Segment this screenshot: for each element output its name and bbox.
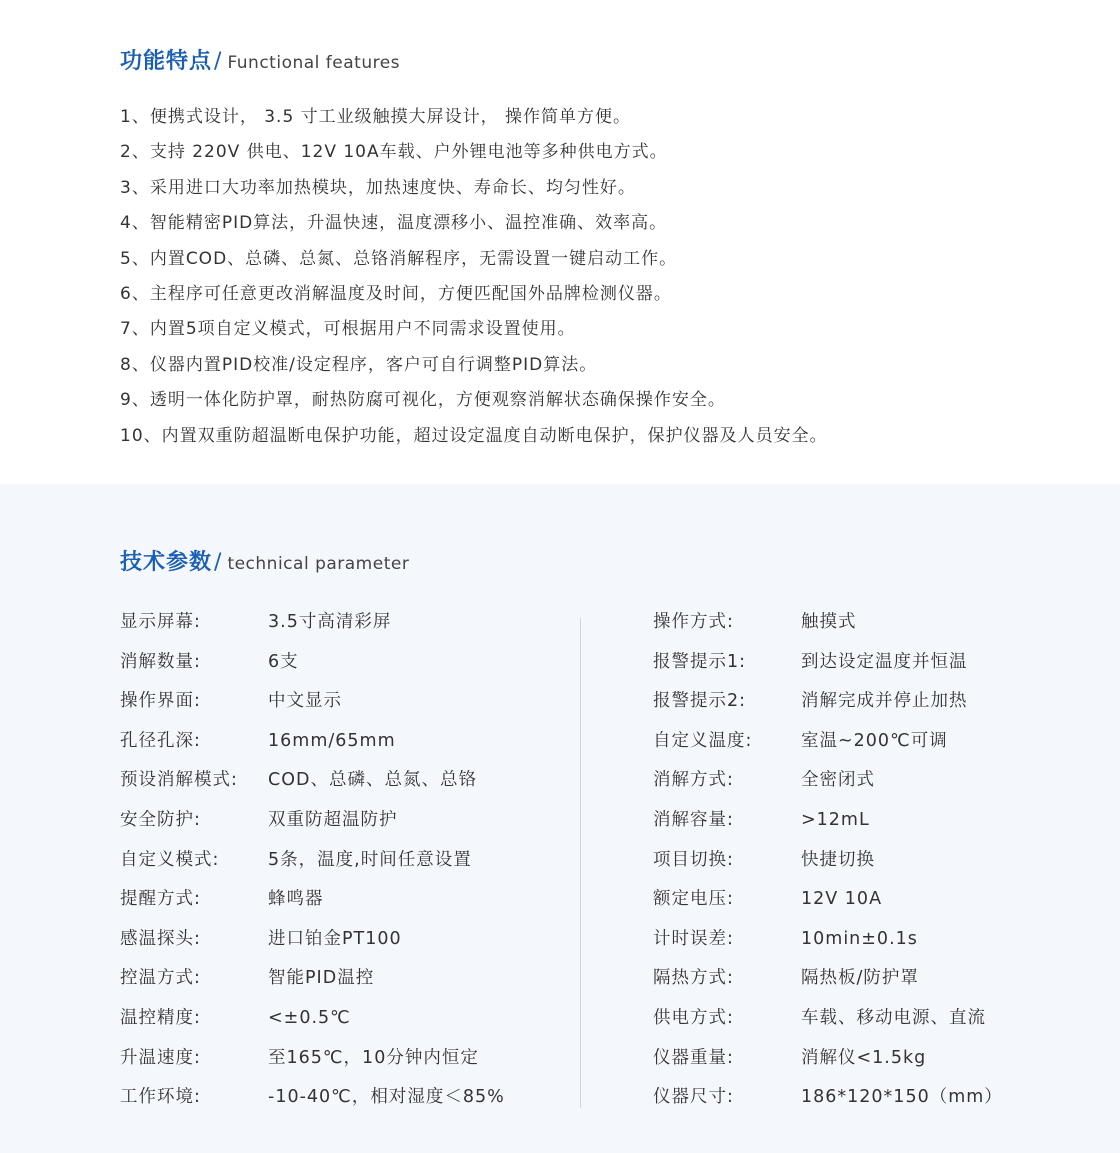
param-value: 至165℃，10分钟内恒定 xyxy=(268,1047,479,1068)
param-label: 计时误差: xyxy=(653,928,734,949)
param-value: -10-40℃，相对湿度＜85% xyxy=(268,1087,505,1108)
feature-item: 1、便携式设计， 3.5 寸工业级触摸大屏设计， 操作简单方便。 xyxy=(120,107,632,127)
param-value: 3.5寸高清彩屏 xyxy=(268,612,392,632)
param-value: 进口铂金PT100 xyxy=(268,928,402,949)
param-row xyxy=(653,801,1003,841)
param-row xyxy=(120,761,505,801)
param-label: 项目切换: xyxy=(653,849,734,870)
param-value: 蜂鸣器 xyxy=(268,889,324,910)
params-title-slash: / xyxy=(214,550,222,575)
params-left-column xyxy=(120,603,505,1118)
param-value: 快捷切换 xyxy=(801,849,875,870)
param-value: 触摸式 xyxy=(801,612,857,632)
param-value: <±0.5℃ xyxy=(268,1007,351,1028)
param-row xyxy=(653,999,1003,1039)
param-row xyxy=(653,603,1003,643)
features-list xyxy=(120,100,828,454)
features-heading xyxy=(120,44,400,75)
param-row xyxy=(120,682,505,722)
param-label: 操作方式: xyxy=(653,612,734,632)
feature-item: 6、主程序可任意更改消解温度及时间，方便匹配国外品牌检测仪器。 xyxy=(120,283,672,304)
param-row xyxy=(653,1078,1003,1118)
param-value: 消解仪<1.5kg xyxy=(801,1047,927,1068)
param-value: 16mm/65mm xyxy=(268,730,396,751)
param-value: 到达设定温度并恒温 xyxy=(801,651,968,672)
param-label: 提醒方式: xyxy=(120,889,201,910)
param-row xyxy=(120,880,505,920)
param-row xyxy=(120,603,505,643)
param-row xyxy=(120,722,505,762)
param-value: 全密闭式 xyxy=(801,770,875,791)
feature-item: 2、支持 220V 供电、12V 10A车载、户外锂电池等多种供电方式。 xyxy=(120,142,668,163)
params-title-zh: 技术参数 xyxy=(120,550,213,575)
param-value: 12V 10A xyxy=(801,889,883,910)
feature-item: 7、内置5项自定义模式，可根据用户不同需求设置使用。 xyxy=(120,319,576,340)
param-row xyxy=(120,959,505,999)
param-row xyxy=(120,920,505,960)
param-row xyxy=(653,841,1003,881)
param-value: COD、总磷、总氮、总铬 xyxy=(268,770,477,791)
feature-item: 9、透明一体化防护罩，耐热防腐可视化，方便观察消解状态确保操作安全。 xyxy=(120,390,726,411)
param-label: 显示屏幕: xyxy=(120,612,201,632)
params-heading xyxy=(120,545,409,576)
param-label: 仪器尺寸: xyxy=(653,1087,734,1108)
param-row xyxy=(120,841,505,881)
param-label: 孔径孔深: xyxy=(120,730,201,751)
param-label: 温控精度: xyxy=(120,1007,201,1028)
params-section xyxy=(0,484,1120,1153)
param-value: >12mL xyxy=(801,809,870,830)
param-value: 室温~200℃可调 xyxy=(801,730,948,751)
param-value: 186*120*150（mm） xyxy=(801,1087,1003,1108)
param-value: 消解完成并停止加热 xyxy=(801,691,968,712)
param-label: 操作界面: xyxy=(120,691,201,712)
features-section xyxy=(0,0,1120,484)
param-row xyxy=(120,643,505,683)
param-value: 车载、移动电源、直流 xyxy=(801,1007,986,1028)
feature-item: 3、采用进口大功率加热模块，加热速度快、寿命长、均匀性好。 xyxy=(120,177,636,198)
param-label: 仪器重量: xyxy=(653,1047,734,1068)
param-row xyxy=(653,880,1003,920)
param-value: 5条，温度,时间任意设置 xyxy=(268,849,472,870)
param-row xyxy=(120,1078,505,1118)
param-label: 感温探头: xyxy=(120,928,201,949)
param-row xyxy=(120,1039,505,1079)
param-row xyxy=(120,999,505,1039)
param-label: 升温速度: xyxy=(120,1047,201,1068)
param-row xyxy=(653,643,1003,683)
param-label: 预设消解模式: xyxy=(120,770,238,791)
features-title-en: Functional features xyxy=(227,53,401,73)
param-label: 控温方式: xyxy=(120,968,201,989)
feature-item: 5、内置COD、总磷、总氮、总铬消解程序，无需设置一键启动工作。 xyxy=(120,248,678,269)
param-label: 消解方式: xyxy=(653,770,734,791)
param-label: 报警提示1: xyxy=(653,651,747,672)
param-value: 双重防超温防护 xyxy=(268,809,398,830)
param-row xyxy=(653,761,1003,801)
param-label: 额定电压: xyxy=(653,889,734,910)
param-row xyxy=(653,1039,1003,1079)
param-row xyxy=(653,682,1003,722)
param-row xyxy=(653,920,1003,960)
param-value: 6支 xyxy=(268,651,299,672)
param-value: 智能PID温控 xyxy=(268,968,375,989)
param-label: 安全防护: xyxy=(120,809,201,830)
param-label: 消解容量: xyxy=(653,809,734,830)
param-value: 中文显示 xyxy=(268,691,342,712)
feature-item: 8、仪器内置PID校准/设定程序，客户可自行调整PID算法。 xyxy=(120,354,598,375)
param-value: 10min±0.1s xyxy=(801,928,918,949)
params-right-column xyxy=(653,603,1003,1118)
param-label: 报警提示2: xyxy=(653,691,747,712)
param-value: 隔热板/防护罩 xyxy=(801,968,919,989)
param-label: 工作环境: xyxy=(120,1087,201,1108)
params-title-en: technical parameter xyxy=(227,554,410,574)
feature-item: 4、智能精密PID算法，升温快速，温度漂移小、温控准确、效率高。 xyxy=(120,213,668,234)
column-divider xyxy=(580,618,581,1108)
param-row xyxy=(653,722,1003,762)
param-label: 自定义温度: xyxy=(653,730,753,751)
features-title-slash: / xyxy=(214,49,222,74)
param-label: 隔热方式: xyxy=(653,968,734,989)
param-row xyxy=(653,959,1003,999)
param-row xyxy=(120,801,505,841)
param-label: 供电方式: xyxy=(653,1007,734,1028)
features-title-zh: 功能特点 xyxy=(120,49,213,74)
param-label: 自定义模式: xyxy=(120,849,220,870)
feature-item: 10、内置双重防超温断电保护功能，超过设定温度自动断电保护，保护仪器及人员安全。 xyxy=(120,425,828,446)
param-label: 消解数量: xyxy=(120,651,201,672)
